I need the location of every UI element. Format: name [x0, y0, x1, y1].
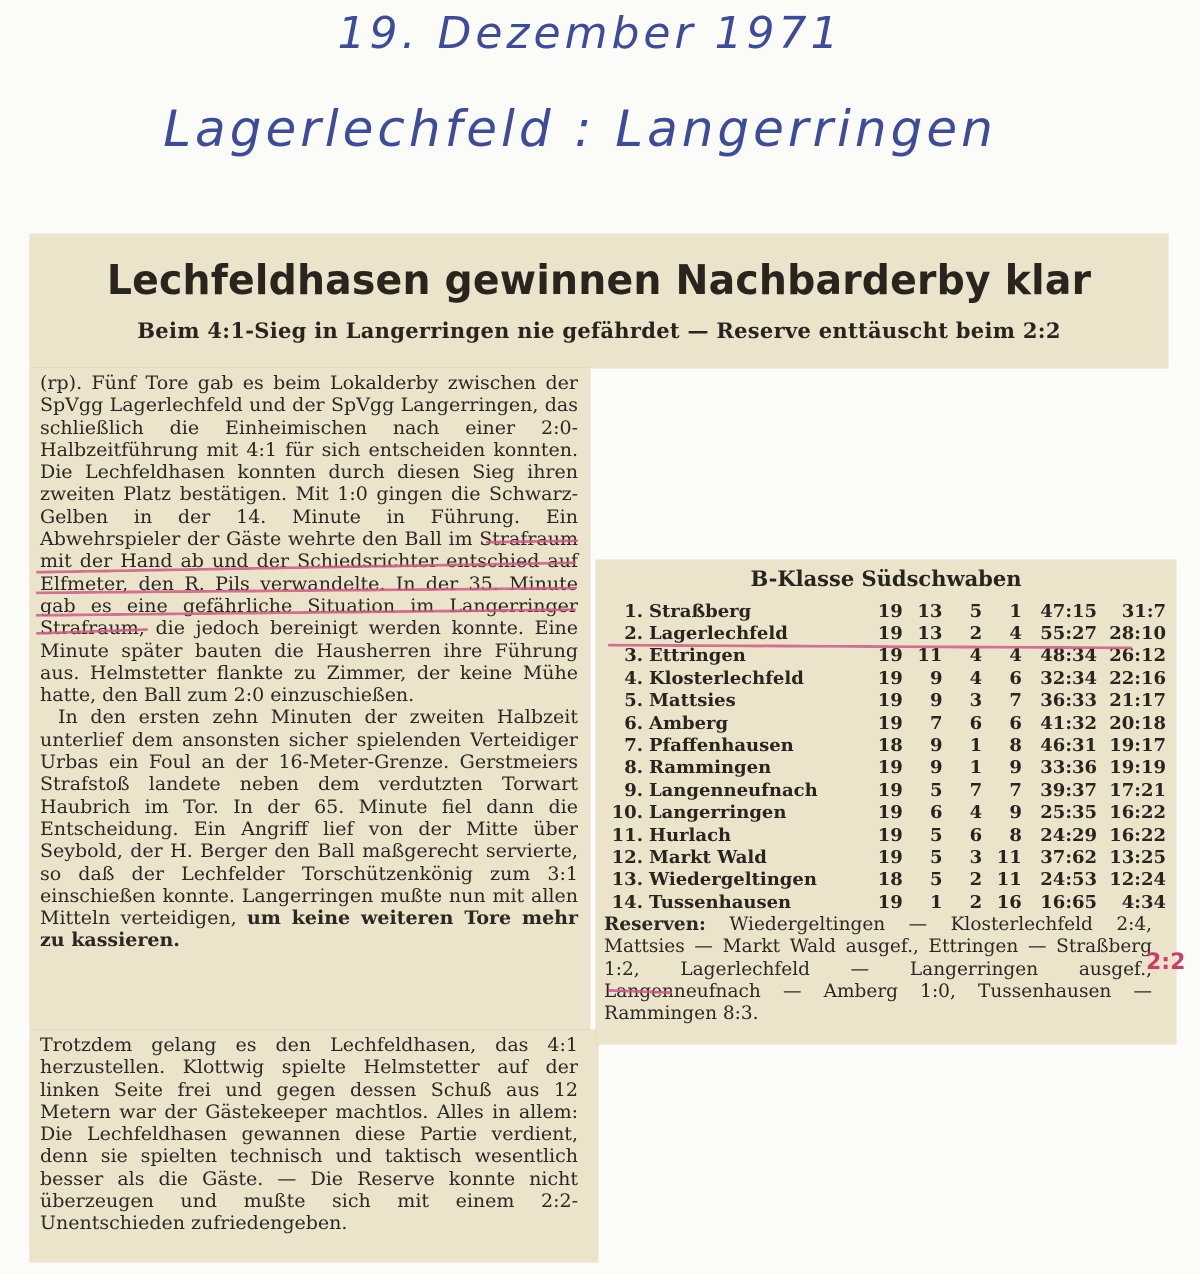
cell-games: 19	[877, 779, 903, 801]
cell-lost: 9	[1009, 802, 1022, 824]
cell-games: 18	[877, 735, 903, 757]
cell-games: 18	[877, 869, 903, 891]
handwritten-match: Lagerlechfeld : Langerringen	[163, 100, 997, 158]
league-table-row	[610, 757, 1166, 779]
cell-points: 16:22	[1109, 824, 1166, 846]
cell-drawn: 2	[969, 869, 983, 891]
cell-games: 19	[877, 846, 903, 868]
cell-drawn: 6	[969, 824, 983, 846]
cell-games: 19	[877, 623, 903, 645]
handwritten-date: 19. Dezember 1971	[337, 8, 843, 59]
cell-points: 21:17	[1109, 690, 1166, 712]
league-table-row	[610, 869, 1166, 891]
league-table-title: B-Klasse Südschwaben	[750, 566, 1022, 591]
league-table-row	[610, 667, 1166, 689]
league-table-row	[610, 622, 1166, 644]
cell-team: Markt Wald	[648, 846, 767, 868]
cell-team: Klosterlechfeld	[648, 667, 804, 689]
cell-games: 19	[877, 712, 903, 734]
cell-team: Ettringen	[648, 645, 746, 667]
reserves-text: Wiedergeltingen — Klosterlechfeld 2:4, Mattsies — Markt Wald ausgef., Ettringen — Straßberg 1:2, Lagerlechfeld — Langerringen ausgef., Langenneufnach — Amberg 1:0, Tussenhausen — Rammingen 8:3.	[604, 914, 1152, 1025]
cell-won: 5	[929, 846, 943, 868]
article-paragraph-2-text: In den ersten zehn Minuten der zweiten Halbzeit unterlief dem ansonsten sicher spielenden Verteidiger Urbas ein Foul an der 16-Meter-Grenze. Gerstmeiers Strafstoß landete neben dem verdutzten Torwart Haubrich im Tor. In der 65. Minute fiel dann die Entscheidung. Ein Angriff lief von der Mitte über Seybold, der H. Berger den Ball maßgerecht servierte, so daß der Lechfelder Torschützenkönig zum 3:1 einschießen konnte. Langerringen mußte nun mit allen Mitteln verteidigen,	[40, 706, 578, 930]
cell-pos: 14.	[611, 891, 643, 913]
cell-lost: 16	[996, 891, 1022, 913]
cell-lost: 4	[1009, 623, 1022, 645]
league-table-row	[610, 712, 1166, 734]
cell-pos: 12.	[611, 846, 643, 868]
cell-goals: 37:62	[1040, 846, 1098, 868]
cell-pos: 13.	[611, 869, 643, 891]
cell-won: 9	[929, 667, 943, 689]
cell-drawn: 4	[969, 645, 983, 667]
article-subheadline: Beim 4:1-Sieg in Langerringen nie gefährdet — Reserve enttäuscht beim 2:2	[137, 318, 1061, 343]
cell-won: 9	[929, 757, 943, 779]
cell-goals: 16:65	[1040, 891, 1098, 913]
cell-points: 22:16	[1109, 667, 1166, 689]
cell-points: 31:7	[1121, 600, 1166, 622]
cell-team: Hurlach	[648, 824, 732, 846]
cell-games: 19	[877, 824, 903, 846]
article-column	[40, 372, 578, 952]
cell-won: 1	[929, 891, 943, 913]
cell-won: 13	[917, 623, 943, 645]
article-body-clipping	[30, 368, 590, 1030]
cell-lost: 7	[1009, 690, 1022, 712]
cell-team: Rammingen	[648, 757, 772, 779]
cell-points: 19:17	[1109, 735, 1166, 757]
cell-pos: 9.	[624, 779, 643, 801]
cell-drawn: 6	[969, 712, 983, 734]
cell-goals: 41:32	[1040, 712, 1098, 734]
cell-pos: 5.	[624, 690, 643, 712]
cell-pos: 8.	[624, 757, 643, 779]
league-table-row	[610, 802, 1166, 824]
article-paragraph-1: (rp). Fünf Tore gab es beim Lokalderby zwischen der SpVgg Lagerlechfeld und der SpVgg Langerringen, das schließlich die Einheimischen nach einer 2:0-Halbzeitführung mit 4:1 für sich entscheiden konnten. Die Lechfeldhasen konnten durch diesen Sieg ihren zweiten Platz bestätigen. Mit 1:0 gingen die Schwarz-Gelben in der 14. Minute in Führung. Ein Abwehrspieler der Gäste wehrte den Ball im Strafraum mit der Hand ab und der Schiedsrichter entschied auf Elfmeter, den R. Pils verwandelte. In der 35. Minute gab es eine gefährliche Situation im Langerringer Strafraum, die jedoch bereinigt werden konnte. Eine Minute später bauten die Hausherren ihre Führung aus. Helmstetter flankte zu Zimmer, der keine Mühe hatte, den Ball zum 2:0 einzuschießen.	[40, 372, 578, 707]
cell-team: Wiedergeltingen	[648, 869, 817, 891]
article-paragraph-2	[40, 706, 578, 951]
cell-lost: 6	[1009, 667, 1022, 689]
cell-drawn: 7	[969, 779, 983, 801]
cell-lost: 9	[1009, 757, 1022, 779]
cell-drawn: 3	[969, 690, 983, 712]
cell-goals: 24:29	[1040, 824, 1098, 846]
cell-won: 9	[929, 735, 943, 757]
cell-team: Pfaffenhausen	[648, 735, 794, 757]
cell-drawn: 2	[969, 891, 983, 913]
cell-drawn: 4	[969, 667, 983, 689]
cell-points: 13:25	[1109, 846, 1166, 868]
cell-team: Amberg	[648, 712, 729, 734]
reserves-label: Reserven:	[604, 914, 706, 935]
league-table-clipping	[596, 560, 1176, 1044]
cell-goals: 25:35	[1040, 802, 1098, 824]
cell-pos: 3.	[624, 645, 643, 667]
cell-lost: 1	[1009, 600, 1022, 622]
cell-team: Langerringen	[648, 802, 787, 824]
cell-points: 20:18	[1109, 712, 1166, 734]
cell-lost: 11	[996, 846, 1022, 868]
article-continuation-clipping	[30, 1030, 598, 1262]
cell-won: 7	[929, 712, 943, 734]
cell-goals: 46:31	[1040, 735, 1098, 757]
cell-goals: 55:27	[1040, 623, 1098, 645]
cell-lost: 8	[1009, 824, 1022, 846]
cell-points: 12:24	[1109, 869, 1166, 891]
cell-games: 19	[877, 690, 903, 712]
cell-team: Lagerlechfeld	[648, 623, 788, 645]
cell-goals: 33:36	[1040, 757, 1098, 779]
cell-games: 19	[877, 757, 903, 779]
cell-won: 5	[929, 869, 943, 891]
cell-lost: 4	[1009, 645, 1022, 667]
cell-won: 5	[929, 824, 943, 846]
cell-games: 19	[877, 667, 903, 689]
cell-team: Tussenhausen	[648, 891, 792, 913]
pink-handwritten-note: 2:2	[1146, 950, 1186, 975]
cell-lost: 7	[1009, 779, 1022, 801]
article-column-continued	[40, 1034, 578, 1235]
cell-goals: 48:34	[1040, 645, 1098, 667]
cell-goals: 47:15	[1040, 600, 1098, 622]
cell-drawn: 1	[969, 735, 983, 757]
cell-drawn: 2	[969, 623, 983, 645]
cell-pos: 10.	[611, 802, 643, 824]
cell-goals: 32:34	[1040, 667, 1098, 689]
cell-pos: 6.	[624, 712, 643, 734]
cell-lost: 6	[1009, 712, 1022, 734]
cell-lost: 8	[1009, 735, 1022, 757]
cell-won: 5	[929, 779, 943, 801]
cell-games: 19	[877, 891, 903, 913]
cell-goals: 39:37	[1040, 779, 1098, 801]
cell-goals: 24:53	[1040, 869, 1098, 891]
league-table-row	[610, 690, 1166, 712]
headline-clipping	[30, 234, 1168, 368]
cell-pos: 7.	[624, 735, 643, 757]
cell-won: 6	[929, 802, 943, 824]
article-paragraph-3: Trotzdem gelang es den Lechfeldhasen, das 4:1 herzustellen. Klottwig spielte Helmstetter auf der linken Seite frei und gegen dessen Schuß aus 12 Metern war der Gästekeeper machtlos. Alles in allem: Die Lechfeldhasen gewannen diese Partie verdient, denn sie spielten technisch und taktisch wesentlich besser als die Gäste. — Die Reserve konnte nicht überzeugen und mußte sich mit einem 2:2-Unentschieden zufriedengeben.	[40, 1034, 578, 1235]
cell-goals: 36:33	[1040, 690, 1098, 712]
cell-drawn: 1	[969, 757, 983, 779]
reserves-results	[604, 914, 1152, 1025]
article-headline: Lechfeldhasen gewinnen Nachbarderby klar	[106, 256, 1092, 304]
cell-points: 19:19	[1109, 757, 1166, 779]
cell-points: 4:34	[1121, 891, 1166, 913]
cell-pos: 11.	[611, 824, 643, 846]
league-table-row	[610, 734, 1166, 756]
league-table-row	[610, 600, 1166, 622]
cell-points: 26:12	[1109, 645, 1166, 667]
league-table-row	[610, 779, 1166, 801]
cell-team: Mattsies	[648, 690, 736, 712]
cell-won: 11	[917, 645, 943, 667]
cell-drawn: 5	[969, 600, 983, 622]
article-paragraph-2-end: um keine weiteren Tore mehr zu kassieren.	[40, 907, 579, 952]
cell-drawn: 3	[969, 846, 983, 868]
cell-games: 19	[877, 645, 903, 667]
league-table-row	[610, 891, 1166, 913]
cell-pos: 4.	[624, 667, 643, 689]
cell-points: 16:22	[1109, 802, 1166, 824]
league-table-row	[610, 846, 1166, 868]
cell-pos: 2.	[624, 623, 643, 645]
league-table-row	[610, 824, 1166, 846]
cell-lost: 11	[996, 869, 1022, 891]
cell-pos: 1.	[624, 600, 643, 622]
cell-team: Straßberg	[648, 600, 752, 622]
cell-drawn: 4	[969, 802, 983, 824]
cell-points: 17:21	[1109, 779, 1166, 801]
cell-won: 9	[929, 690, 943, 712]
cell-games: 19	[877, 600, 903, 622]
cell-games: 19	[877, 802, 903, 824]
cell-points: 28:10	[1109, 623, 1166, 645]
cell-won: 13	[917, 600, 943, 622]
cell-team: Langenneufnach	[648, 779, 818, 801]
